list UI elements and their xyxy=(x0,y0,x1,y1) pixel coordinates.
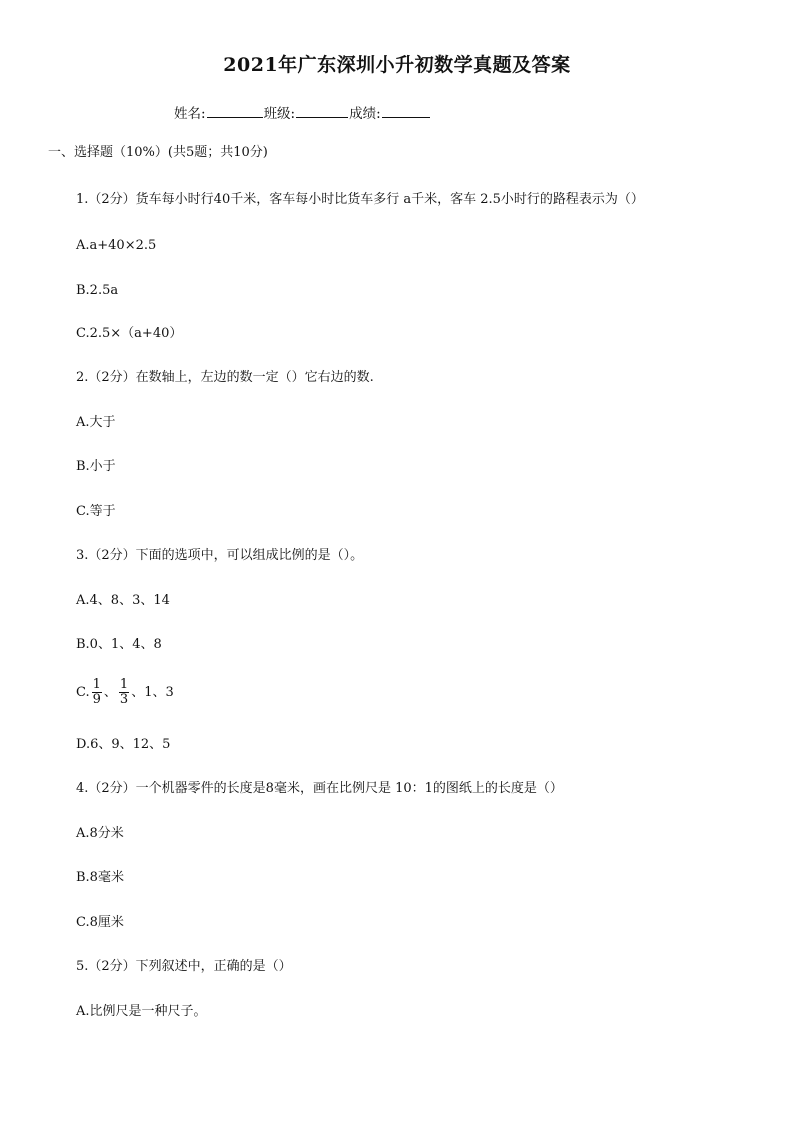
option-c-separator: 、 xyxy=(103,685,117,700)
page-title: 2021年广东深圳小升初数学真题及答案 xyxy=(223,54,571,76)
class-blank xyxy=(296,104,348,118)
student-info-line xyxy=(174,102,431,122)
option-c-prefix: C. xyxy=(76,685,90,700)
question-4-stem: 4.（2分）一个机器零件的长度是8毫米，画在比例尺是 10：1的图纸上的长度是（） xyxy=(76,781,563,796)
question-1-option-c: C.2.5×（a+40） xyxy=(76,326,183,341)
question-3-option-d: D.6、9、12、5 xyxy=(76,737,171,752)
section-heading: 一、选择题（10%）(共5题；共10分) xyxy=(48,145,268,160)
question-3-stem: 3.（2分）下面的选项中，可以组成比例的是（）。 xyxy=(76,548,364,563)
question-3-option-b: B.0、1、4、8 xyxy=(76,637,162,652)
question-1-option-b: B.2.5a xyxy=(76,283,119,298)
question-4-option-a: A.8分米 xyxy=(76,826,124,841)
question-5-stem: 5.（2分）下列叙述中，正确的是（） xyxy=(76,959,292,974)
fraction-denominator: 9 xyxy=(92,692,101,707)
fraction-denominator: 3 xyxy=(119,692,129,707)
score-label: 成绩: xyxy=(349,106,381,122)
class-label: 班级: xyxy=(263,106,296,122)
fraction-numerator: 1 xyxy=(119,677,129,692)
question-2-stem: 2.（2分）在数轴上，左边的数一定（）它右边的数. xyxy=(76,370,374,385)
question-1-option-a: A.a+40×2.5 xyxy=(76,238,157,253)
fraction-one-ninth xyxy=(92,679,102,706)
question-3-option-a: A.4、8、3、14 xyxy=(76,593,170,608)
question-1-stem: 1.（2分）货车每小时行40千米，客车每小时比货车多行 a千米，客车 2.5小时行的路程表示为（） xyxy=(76,192,644,207)
fraction-one-third xyxy=(119,679,129,706)
question-2-option-a: A.大于 xyxy=(76,415,116,430)
question-2-option-c: C.等于 xyxy=(76,504,116,519)
name-label: 姓名: xyxy=(174,106,206,122)
question-4-option-b: B.8毫米 xyxy=(76,870,124,885)
question-2-option-b: B.小于 xyxy=(76,459,116,474)
fraction-numerator: 1 xyxy=(92,677,101,692)
name-blank xyxy=(207,104,263,118)
option-c-rest: 、1、3 xyxy=(131,685,174,700)
question-4-option-c: C.8厘米 xyxy=(76,915,124,930)
score-blank xyxy=(382,104,430,118)
question-3-option-c xyxy=(76,679,174,706)
question-5-option-a: A.比例尺是一种尺子。 xyxy=(76,1004,207,1019)
